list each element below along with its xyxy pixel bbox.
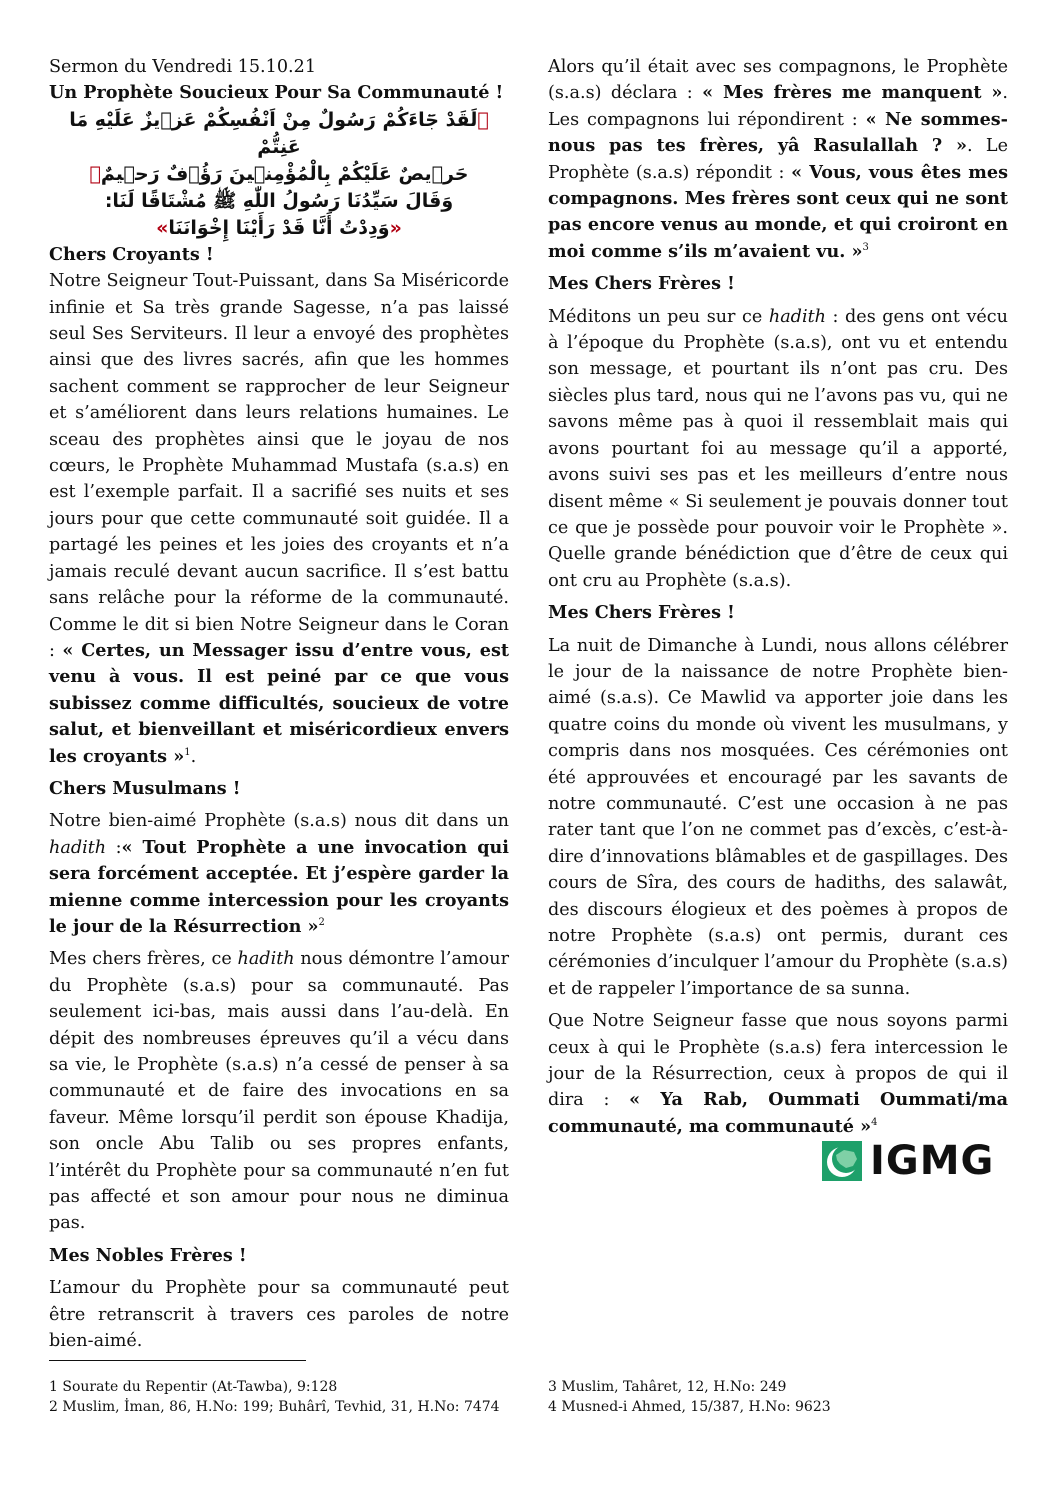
crescent-globe-icon bbox=[822, 1141, 862, 1181]
igmg-logo bbox=[822, 1138, 995, 1184]
paragraph-1: Notre Seigneur Tout-Puissant, dans Sa Miséricorde infinie et Sa très grande Sagesse, n’a pas laissé seul Ses Serviteurs. Il leur a envoyé des prophètes ainsi que des livres sacrés, afin que les hommes sachent comment se rapprocher de leur Seigneur et s’améliorent dans leurs relations humaines. Le sceau des prophètes ainsi que le joyau de nos cœurs, le Prophète Muhammad Mustafa (s.a.s) en est l’exemple parfait. Il a sacrifié ses nuits et ses jours pour que cette communauté soit guidée. Il a partagé les peines et les joies des croyants et n’a jamais reculé devant aucun sacrifice. Il s’est battu sans relâche pour la réforme de la communauté. Comme le dit si bien Notre Seigneur dans le Coran : « Certes, un Messager issu d’entre vous, est venu à vous. Il est peiné par ce que vous subissez comme difficultés, soucieux de votre salut, et bienveillant et miséricordieux envers les croyants »$^1$. bbox=[49, 271, 509, 767]
footnote-ref-3[interactable]: 3 bbox=[862, 241, 869, 253]
footnotes-left bbox=[49, 1377, 519, 1417]
arabic-line-4: «وَدِدْتُ أَنَّا قَدْ رَأَيْنَا إِخْوَانَنَا» bbox=[156, 216, 402, 239]
heading-mes-nobles-freres: Mes Nobles Frères ! bbox=[49, 1244, 247, 1266]
date-line: Sermon du Vendredi 15.10.21 bbox=[49, 57, 317, 77]
heading-chers-musulmans: Chers Musulmans ! bbox=[49, 777, 241, 799]
heading-mes-chers-freres-2: Mes Chers Frères ! bbox=[548, 602, 735, 624]
footnote-2: 2 Muslim, İman, 86, H.No: 199; Buhârî, Tevhid, 31, H.No: 7474 bbox=[49, 1399, 500, 1415]
arabic-line-2: حَر۪يصٌ عَلَيْكُمْ بِالْمُؤْمِن۪ينَ رَؤُ۫فٌ رَح۪يمٌ﴾ bbox=[89, 162, 469, 185]
left-column bbox=[49, 54, 509, 1354]
heading-chers-croyants: Chers Croyants ! bbox=[49, 243, 214, 265]
paragraph-3: Mes chers frères, ce hadith nous démontre l’amour du Prophète (s.a.s) pour sa communauté. Pas seulement ici-bas, mais aussi dans l’au-delà. En dépit des nombreuses épreuves qu’il a vécu dans sa vie, le Prophète (s.a.s) n’a cessé de penser à sa communauté et de faire des invocations en sa faveur. Même lorsqu’il perdit son épouse Khadija, son oncle Abu Talib ou ses propres enfants, l’intérêt du Prophète pour sa communauté n’en fut pas affecté et son amour pour nous ne diminua pas. bbox=[49, 949, 509, 1234]
logo-text: IGMG bbox=[870, 1138, 995, 1184]
footnote-ref-1[interactable]: 1 bbox=[184, 746, 191, 758]
footnote-4: 4 Musned-i Ahmed, 15/387, H.No: 9623 bbox=[548, 1399, 831, 1415]
hadith-quote: « Tout Prophète a une invocation qui sera forcément acceptée. Et j’espère garder la mienne comme intercession pour les croyants le jour de la Résurrection » bbox=[49, 836, 509, 937]
arabic-verse bbox=[49, 107, 509, 242]
footnote-3: 3 Muslim, Tahâret, 12, H.No: 249 bbox=[548, 1379, 787, 1395]
paragraph-2: Notre bien-aimé Prophète (s.a.s) nous dit dans un hadith :« Tout Prophète a une invocation qui sera forcément acceptée. Et j’espère garder la mienne comme intercession pour les croyants le jour de la Résurrection »$^2$ bbox=[49, 811, 509, 937]
right-column bbox=[548, 54, 1008, 1140]
footnotes-right bbox=[548, 1377, 968, 1417]
footnote-1: 1 Sourate du Repentir (At-Tawba), 9:128 bbox=[49, 1379, 338, 1395]
bracket-open: ﴿ bbox=[477, 108, 489, 131]
paragraph-7: La nuit de Dimanche à Lundi, nous allons célébrer le jour de la naissance de notre Prophète bien-aimé (s.a.s). Ce Mawlid va apporter joie dans les quatre coins du monde où vivent les musulmans, y compris dans nos mosquées. Ces cérémonies ont été approuvées et encouragé par les savants de notre communauté. C’est une occasion à ne pas rater tant que l’on ne commet pas d’excès, c’est-à-dire d’innovations blâmables et de gaspillages. Des cours de Sîra, des cours de hadiths, des salawât, des discours élogieux et des poèmes à propos de notre Prophète (s.a.s) ont permis, durant ces cérémonies d’inculquer l’amour du Prophète (s.a.s) et de rappeler l’importance de sa sunna. bbox=[548, 635, 1008, 999]
footnote-ref-4[interactable]: 4 bbox=[871, 1116, 878, 1128]
bracket-close: ﴾ bbox=[89, 162, 101, 185]
footnote-ref-2[interactable]: 2 bbox=[318, 917, 325, 929]
paragraph-5: Alors qu’il était avec ses compagnons, le Prophète (s.a.s) déclara : « Mes frères me manquent ». Les compagnons lui répondirent : « Ne sommes-nous pas tes frères, yâ Rasulallah ? ». Le Prophète (s.a.s) répondit : « Vous, vous êtes mes compagnons. Mes frères sont ceux qui ne sont pas encore venus au monde, et qui croiront en moi comme s’ils m’avaient vu. »$^3$ bbox=[548, 57, 1008, 262]
footnote-divider bbox=[49, 1360, 306, 1361]
paragraph-8: Que Notre Seigneur fasse que nous soyons parmi ceux à qui le Prophète (s.a.s) fera intercession le jour de la Résurrection, ceux à propos de qui il dira : « Ya Rab, Oummati Oummati/ma communauté, ma communauté »$^4$ bbox=[548, 1011, 1008, 1137]
quran-quote: « Certes, un Messager issu d’entre vous, est venu à vous. Il est peiné par ce que vous subissez comme difficultés, soucieux de votre salut, et bienveillant et miséricordieux envers les croyants » bbox=[49, 639, 509, 767]
arabic-line-3: وَقَالَ سَيِّدُنَا رَسُولُ اللّٰهِ ﷺ مُشْتَاقًا لَنَا: bbox=[104, 189, 454, 212]
paragraph-6: Méditons un peu sur ce hadith : des gens ont vécu à l’époque du Prophète (s.a.s), ont vu et entendu son message, et pourtant ils n’ont pas cru. Des siècles plus tard, nous qui ne l’avons pas vu, qui ne savons même pas à quoi il ressemblait mais qui avons pourtant foi au message qu’il a apporté, avons suivi ses pas et les meilleurs d’entre nous disent même « Si seulement je pouvais donner tout ce que je possède pour pouvoir voir le Prophète ». Quelle grande bénédiction que d’être de ceux qui ont cru au Prophète (s.a.s). bbox=[548, 306, 1008, 591]
page-title: Un Prophète Soucieux Pour Sa Communauté ! bbox=[49, 82, 504, 104]
heading-mes-chers-freres-1: Mes Chers Frères ! bbox=[548, 273, 735, 295]
paragraph-4: L’amour du Prophète pour sa communauté peut être retranscrit à travers ces paroles de notre bien-aimé. bbox=[49, 1278, 509, 1352]
arabic-line-1: ﴿لَقَدْ جَٓاءَكُمْ رَسُولٌ مِنْ اَنْفُسِكُمْ عَز۪يزٌ عَلَيْهِ مَا عَنِتُّمْ bbox=[69, 108, 489, 158]
